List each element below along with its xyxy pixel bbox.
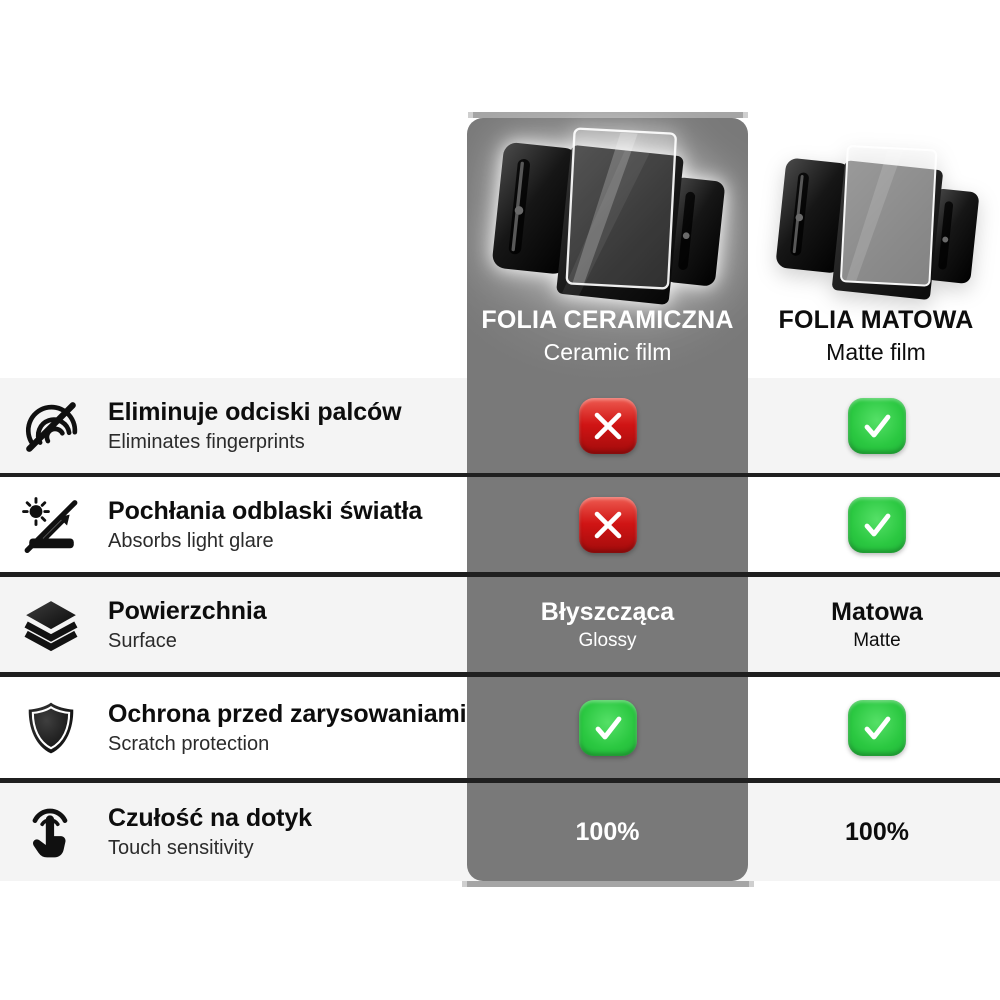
- row-fingerprints: [0, 378, 1000, 473]
- check-icon: [860, 711, 894, 745]
- shield-icon: [22, 699, 80, 757]
- panel-bottom-edge: [462, 881, 754, 887]
- fingerprint-off-icon: [22, 397, 80, 455]
- matte-value: Matowa: [831, 597, 923, 626]
- light-glare-off-icon: [22, 496, 80, 554]
- row-title: Czułość na dotyk: [108, 804, 312, 832]
- ceramic-value: 100%: [575, 817, 640, 846]
- matte-title: FOLIA MATOWA: [778, 306, 974, 334]
- panel-top-edge: [468, 112, 748, 118]
- ceramic-value-en: Glossy: [578, 629, 637, 651]
- matte-value-en: Matte: [853, 629, 901, 651]
- row-subtitle: Surface: [108, 629, 177, 652]
- cross-badge: [579, 497, 637, 553]
- check-badge: [579, 700, 637, 756]
- matte-product-image: [760, 142, 994, 301]
- matte-value: 100%: [845, 817, 909, 846]
- check-badge: [848, 398, 906, 454]
- check-icon: [860, 508, 894, 542]
- ceramic-column-header: [467, 306, 748, 366]
- check-icon: [860, 409, 894, 443]
- row-scratch: [0, 677, 1000, 778]
- row-subtitle: Touch sensitivity: [108, 837, 254, 859]
- x-icon: [591, 409, 625, 443]
- ceramic-value: Błyszcząca: [540, 597, 675, 626]
- ceramic-subtitle: Ceramic film: [543, 339, 672, 365]
- row-title: Pochłania odblaski światła: [108, 496, 423, 525]
- row-touch: [0, 783, 1000, 881]
- row-subtitle: Eliminates fingerprints: [108, 430, 305, 453]
- row-surface: [0, 577, 1000, 672]
- check-icon: [591, 711, 625, 745]
- row-subtitle: Scratch protection: [108, 732, 270, 755]
- check-badge: [848, 497, 906, 553]
- matte-column-header: [752, 306, 1000, 366]
- layers-icon: [22, 596, 80, 654]
- row-title: Powierzchnia: [108, 596, 267, 625]
- row-glare: [0, 477, 1000, 572]
- ceramic-title: FOLIA CERAMICZNA: [481, 306, 734, 334]
- ceramic-product-image: [474, 124, 742, 306]
- row-subtitle: Absorbs light glare: [108, 529, 274, 552]
- matte-subtitle: Matte film: [826, 339, 926, 365]
- check-badge: [848, 700, 906, 756]
- row-title: Ochrona przed zarysowaniami: [108, 699, 467, 728]
- cross-badge: [579, 398, 637, 454]
- x-icon: [591, 508, 625, 542]
- row-title: Eliminuje odciski palców: [108, 397, 402, 426]
- touch-icon: [22, 803, 80, 861]
